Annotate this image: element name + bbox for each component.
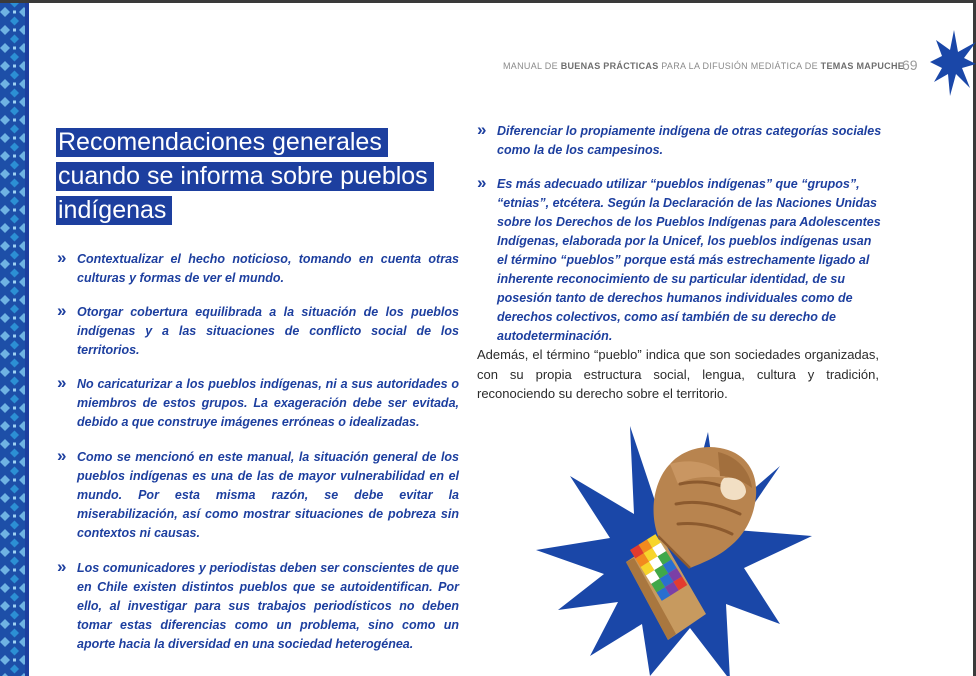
double-chevron-icon: » — [57, 248, 67, 267]
left-recommendations-list — [57, 250, 459, 654]
running-header — [503, 61, 904, 71]
recommendation-text: Como se mencionó en este manual, la situación general de los pueblos indígenas es una de las de mayor vulnerabilidad en el mundo. Por esta misma razón, se debe evitar la miserabilización, así como mostrar situaciones de pobreza sin contextos ni causas. — [77, 450, 459, 540]
title-line: indígenas — [56, 196, 172, 225]
recommendation-text: No caricaturizar a los pueblos indígenas, ni a sus autoridades o miembros de estos grupos. La exageración debe ser evitada, debido a que construye imágenes erróneas o idealizadas. — [77, 377, 459, 429]
right-recommendations-list — [477, 122, 883, 346]
list-item — [477, 122, 883, 160]
list-item — [57, 303, 459, 360]
recommendation-text: Otorgar cobertura equilibrada a la situación de los pueblos indígenas y a las situaciones de conflicto social de los territorios. — [77, 305, 459, 357]
double-chevron-icon: » — [57, 373, 67, 392]
double-chevron-icon: » — [57, 557, 67, 576]
header-part-4: TEMAS MAPUCHE — [820, 61, 905, 71]
list-item — [57, 448, 459, 543]
corner-star-icon — [930, 28, 976, 98]
recommendation-text: Diferenciar lo propiamente indígena de otras categorías sociales como la de los campesinos. — [497, 124, 882, 157]
double-chevron-icon: » — [57, 301, 67, 320]
title-line: cuando se informa sobre pueblos — [56, 162, 434, 191]
double-chevron-icon: » — [477, 173, 487, 192]
list-item — [477, 175, 883, 346]
list-item — [57, 250, 459, 288]
title-line: Recomendaciones generales — [56, 128, 388, 157]
header-part-3: PARA LA DIFUSIÓN MEDIÁTICA DE — [658, 61, 821, 71]
body-paragraph: Además, el término “pueblo” indica que son sociedades organizadas, con su propia estructura social, lengua, cultura y tradición, reconociendo su derecho sobre el territorio. — [477, 347, 879, 401]
page-number: 69 — [902, 57, 918, 73]
mapuche-pattern-border — [0, 3, 29, 676]
section-title — [56, 125, 476, 227]
list-item — [57, 559, 459, 654]
double-chevron-icon: » — [477, 120, 487, 139]
fist-icon — [530, 418, 815, 676]
top-edge-line — [0, 0, 976, 3]
recommendation-text: Los comunicadores y periodistas deben ser conscientes de que en Chile existen distintos pueblos que se autoidentifican. Por ello, al investigar para sus trabajos periodísticos no deben tomar estas diferencias como un problema, sino como un aporte hacia la diversidad en una sociedad heterogénea. — [77, 561, 459, 651]
header-part-1: MANUAL DE — [503, 61, 561, 71]
recommendation-text: Es más adecuado utilizar “pueblos indígenas” que “grupos”, “etnias”, etcétera. Según la Declaración de las Naciones Unidas sobre los Derechos de los Pueblos Indígenas para Adolescentes Indígenas, elaborada por la Unicef, los pueblos indígenas usan el término “pueblos” porque está más estrechamente ligado al inherente reconocimiento de su particular identidad, de su posesión tanto de derechos humanos individuales como de derechos colectivos, como así también de su derecho de autodeterminación. — [497, 177, 881, 343]
double-chevron-icon: » — [57, 446, 67, 465]
list-item — [57, 375, 459, 432]
recommendation-text: Contextualizar el hecho noticioso, tomando en cuenta otras culturas y formas de ver el mundo. — [77, 252, 459, 285]
header-part-2: BUENAS PRÁCTICAS — [560, 61, 659, 71]
